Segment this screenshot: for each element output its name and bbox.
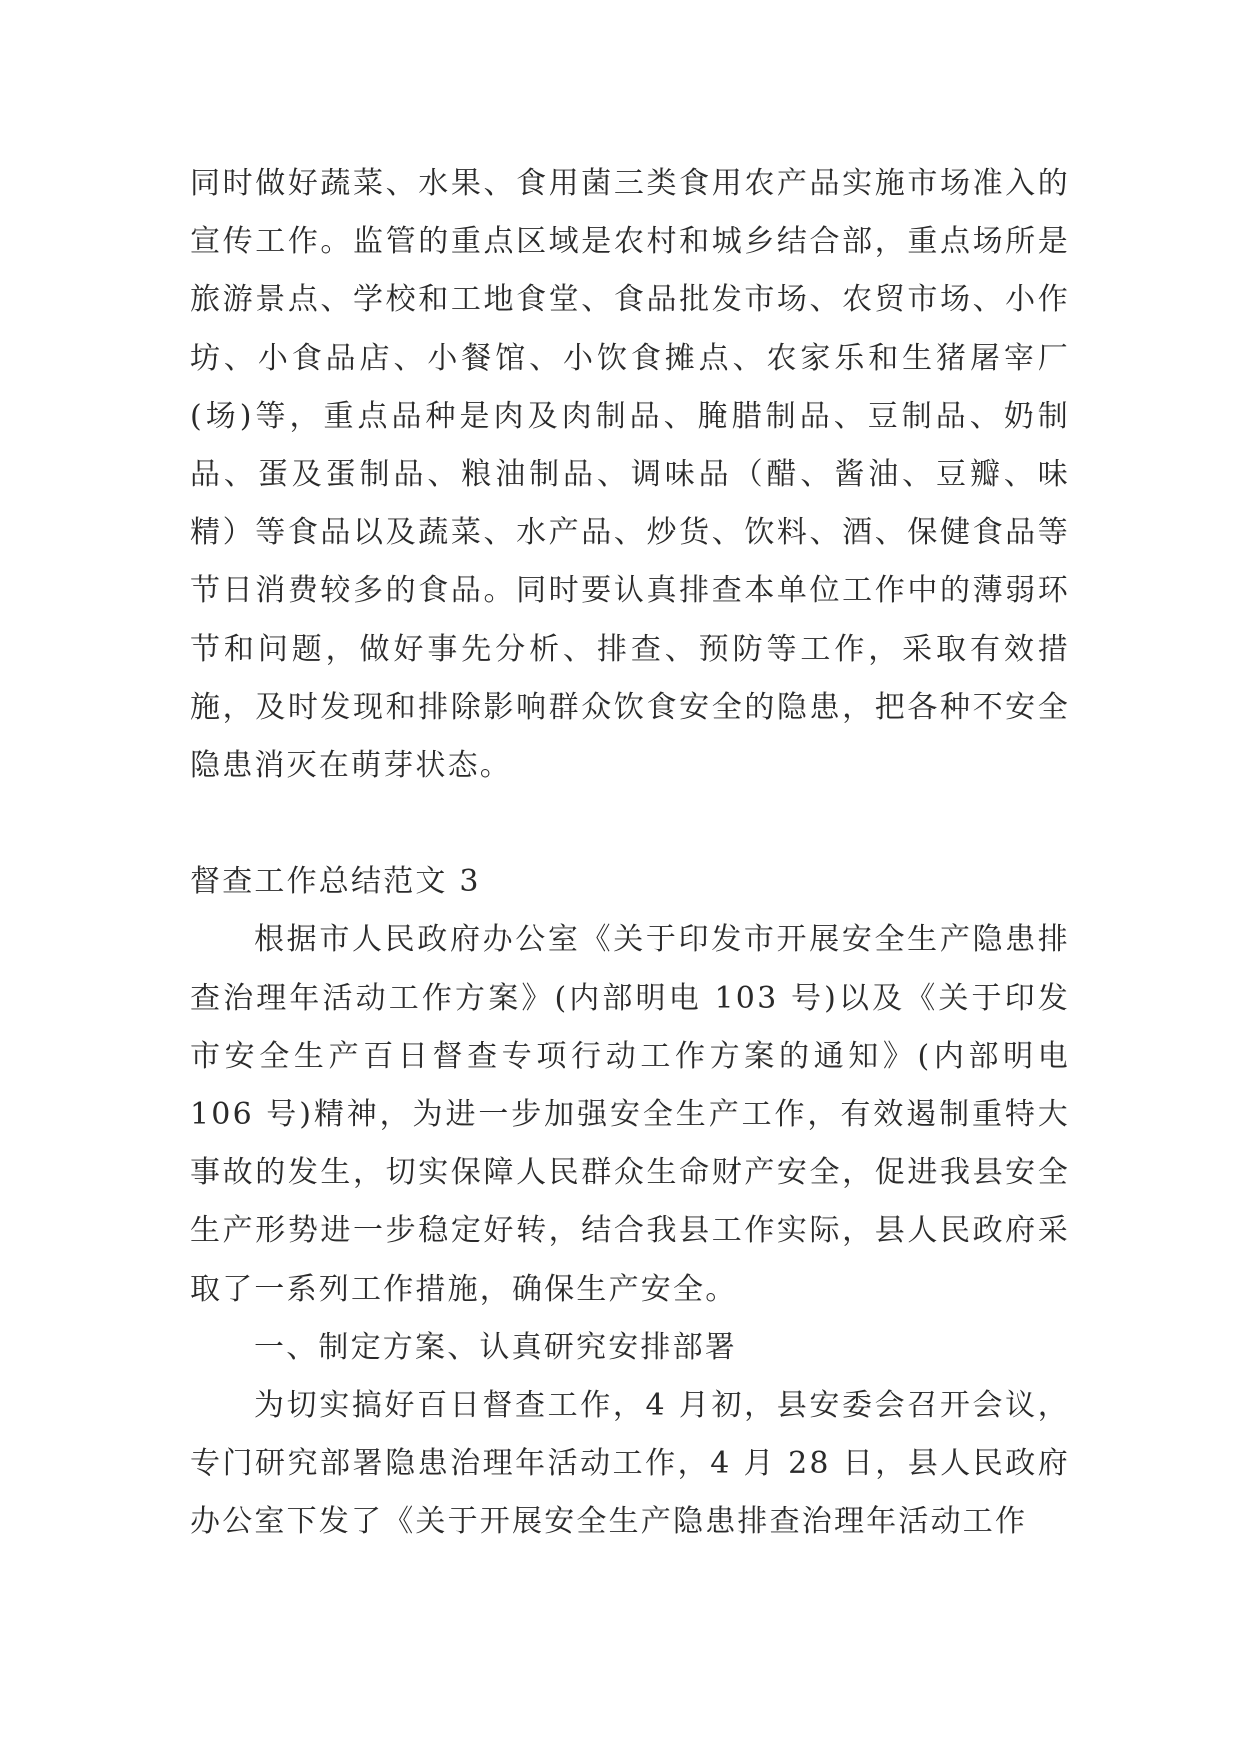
document-body (190, 155, 1070, 1552)
paragraph-gap (190, 795, 1070, 853)
subheading-1: 一、制定方案、认真研究安排部署 (254, 1329, 737, 1365)
body-paragraph-1: 根据市人民政府办公室《关于印发市开展安全生产隐患排查治理年活动工作方案》(内部明电 103 号)以及《关于印发市安全生产百日督查专项行动工作方案的通知》(内部明电 106 号)精神，为进一步加强安全生产工作，有效遏制重特大事故的发生，切实保障人民群众生命财产安全，促进我县安全生产形势进一步稳定好转，结合我县工作实际，县人民政府采取了一系列工作措施，确保生产安全。 (190, 922, 1070, 1307)
body-paragraph-2: 为切实搞好百日督查工作，4 月初，县安委会召开会议，专门研究部署隐患治理年活动工作，4 月 28 日，县人民政府办公室下发了《关于开展安全生产隐患排查治理年活动工作 (190, 1388, 1070, 1540)
section-title: 督查工作总结范文 3 (190, 864, 481, 900)
continued-paragraph: 同时做好蔬菜、水果、食用菌三类食用农产品实施市场准入的宣传工作。监管的重点区域是农村和城乡结合部，重点场所是旅游景点、学校和工地食堂、食品批发市场、农贸市场、小作坊、小食品店、小餐馆、小饮食摊点、农家乐和生猪屠宰厂(场)等，重点品种是肉及肉制品、腌腊制品、豆制品、奶制品、蛋及蛋制品、粮油制品、调味品（醋、酱油、豆瓣、味精）等食品以及蔬菜、水产品、炒货、饮料、酒、保健食品等节日消费较多的食品。同时要认真排查本单位工作中的薄弱环节和问题，做好事先分析、排查、预防等工作，采取有效措施，及时发现和排除影响群众饮食安全的隐患，把各种不安全隐患消灭在萌芽状态。 (190, 166, 1070, 784)
